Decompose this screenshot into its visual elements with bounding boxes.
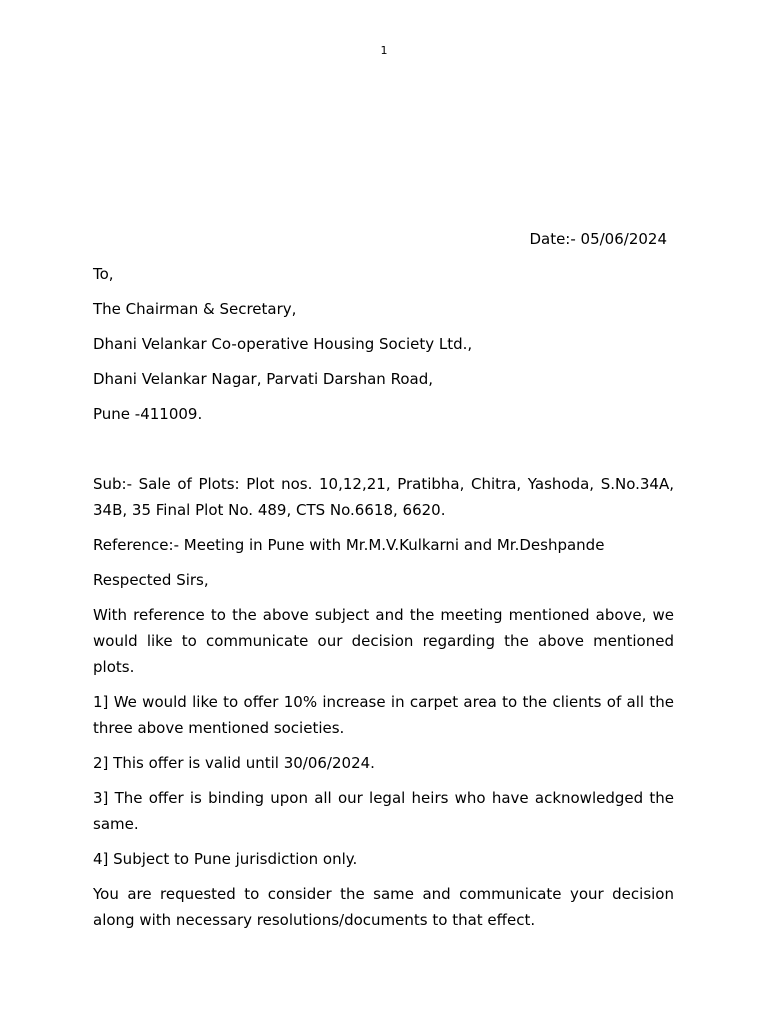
recipient-city: Pune -411009. bbox=[93, 405, 203, 423]
intro-paragraph: With reference to the above subject and the meeting mentioned above, we would like to communicate our decision regarding the above mentioned plots. bbox=[93, 606, 674, 676]
closing-paragraph: You are requested to consider the same and communicate your decision along with necessary resolutions/documents to that effect. bbox=[93, 885, 674, 929]
letter-date: Date:- 05/06/2024 bbox=[529, 230, 667, 248]
spacer bbox=[93, 436, 674, 471]
point-item: 2] This offer is valid until 30/06/2024. bbox=[93, 754, 375, 772]
point-item: 4] Subject to Pune jurisdiction only. bbox=[93, 850, 358, 868]
recipient-address: Dhani Velankar Nagar, Parvati Darshan Road, bbox=[93, 370, 433, 388]
greeting: Respected Sirs, bbox=[93, 571, 209, 589]
reference-line: Reference:- Meeting in Pune with Mr.M.V.Kulkarni and Mr.Deshpande bbox=[93, 536, 605, 554]
recipient-to: To, bbox=[93, 265, 114, 283]
point-item: 1] We would like to offer 10% increase in carpet area to the clients of all the three above mentioned societies. bbox=[93, 693, 674, 737]
recipient-title: The Chairman & Secretary, bbox=[93, 300, 297, 318]
recipient-organization: Dhani Velankar Co-operative Housing Society Ltd., bbox=[93, 335, 473, 353]
letter-body bbox=[93, 226, 674, 942]
point-item: 3] The offer is binding upon all our legal heirs who have acknowledged the same. bbox=[93, 789, 674, 833]
page-number: 1 bbox=[380, 44, 388, 57]
subject-line: Sub:- Sale of Plots: Plot nos. 10,12,21, Pratibha, Chitra, Yashoda, S.No.34A, 34B, 35 Final Plot No. 489, CTS No.6618, 6620. bbox=[93, 475, 674, 519]
